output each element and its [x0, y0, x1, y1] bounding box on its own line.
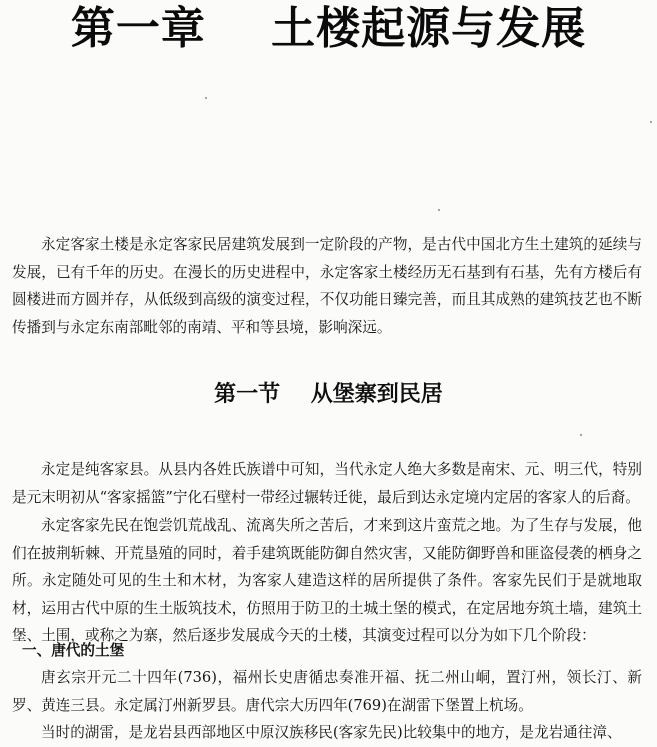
scan-speck [205, 97, 207, 99]
subsection-paragraph-1: 唐玄宗开元二十四年(736)，福州长史唐循忠奏准开福、抚二州山峒，置汀州，领长汀、新罗、黄连三县。永定属汀州新罗县。唐代宗大历四年(769)在湖雷下堡置上杭场。 [12, 669, 642, 714]
intro-paragraph: 永定客家土楼是永定客家民居建筑发展到一定阶段的产物，是古代中国北方生土建筑的延续与发展，已有千年的历史。在漫长的历史进程中，永定客家土楼经历无石基到有石基，先有方楼后有圆楼进而方圆并存，从低级到高级的演变过程，不仅功能日臻完善，而且其成熟的建筑技艺也不断传播到与永定东南部毗邻的南靖、平和等县境，影响深远。 [12, 236, 642, 336]
scan-speck [438, 209, 440, 211]
subsection-heading: 一、唐代的土堡 [22, 642, 125, 659]
subsection-paragraph-2: 当时的湖雷，是龙岩县西部地区中原汉族移民(客家先民)比较集中的地方，是龙岩通往漳、 [41, 724, 622, 741]
chapter-title: 第一章 土楼起源与发展 [70, 3, 587, 54]
scan-speck [650, 121, 652, 123]
section-title: 第一节 从堡寨到民居 [214, 382, 443, 407]
section-paragraph-2: 永定客家先民在饱尝饥荒战乱、流离失所之苦后，才来到这片蛮荒之地。为了生存与发展，他们在披荆斩棘、开荒垦殖的同时，着手建筑既能防御自然灾害，又能防御野兽和匪盗侵袭的栖身之所。永定随处可见的生土和木材，为客家人建造这样的居所提供了条件。客家先民们于是就地取材，运用古代中原的生土版筑技术，仿照用于防卫的土城土堡的模式，在定居地夯筑土墙，建筑土堡、土围，或称之为寨，然后逐步发展成今天的土楼，其演变过程可以分为如下几个阶段： [12, 517, 642, 644]
section-paragraph-1: 永定是纯客家县。从县内各姓氏族谱中可知，当代永定人绝大多数是南宋、元、明三代，特别是元末明初从“客家摇篮”宁化石壁村一带经过辗转迁徙，最后到达永定境内定居的客家人的后裔。 [12, 461, 642, 506]
scan-speck [580, 434, 582, 436]
